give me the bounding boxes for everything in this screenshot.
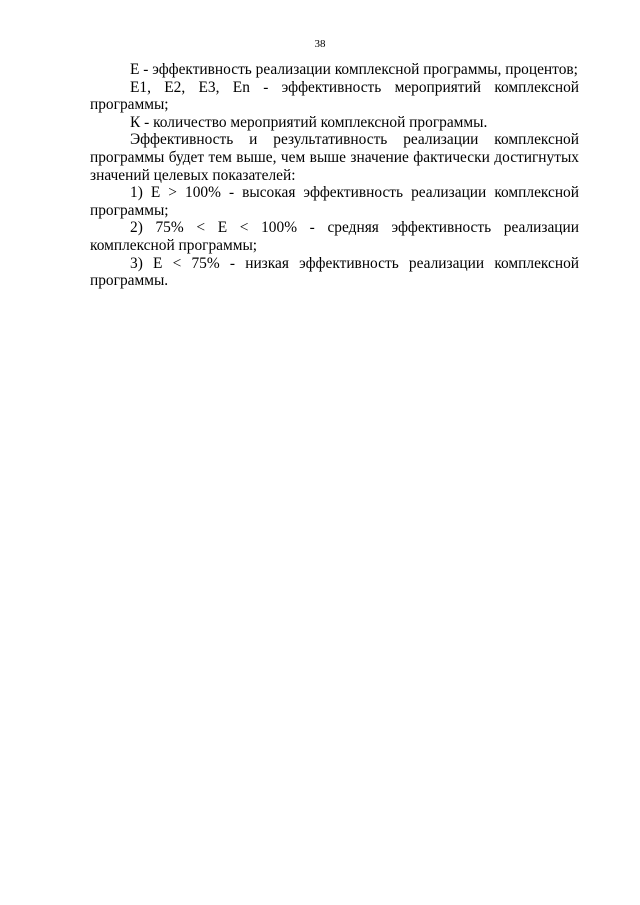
list-item-high-effectiveness: 1) Е > 100% - высокая эффективность реализации комплексной программы;	[90, 184, 579, 219]
paragraph-effectiveness-statement: Эффективность и результативность реализации комплексной программы будет тем выше, чем выше значение фактически достигнутых значений целевых показателей:	[90, 131, 579, 184]
list-item-medium-effectiveness: 2) 75% < Е < 100% - средняя эффективность реализации комплексной программы;	[90, 219, 579, 254]
paragraph-e-definition: Е - эффективность реализации комплексной программы, процентов;	[130, 61, 578, 78]
list-item-low-effectiveness: 3) Е < 75% - низкая эффективность реализации комплексной программы.	[90, 254, 579, 290]
paragraph-k-definition: К - количество мероприятий комплексной программы.	[130, 113, 488, 131]
document-body	[90, 61, 579, 290]
paragraph-e1-en-definition: Е1, Е2, Е3, Еn - эффективность мероприятий комплексной программы;	[90, 78, 579, 114]
page-number: 38	[314, 38, 326, 50]
